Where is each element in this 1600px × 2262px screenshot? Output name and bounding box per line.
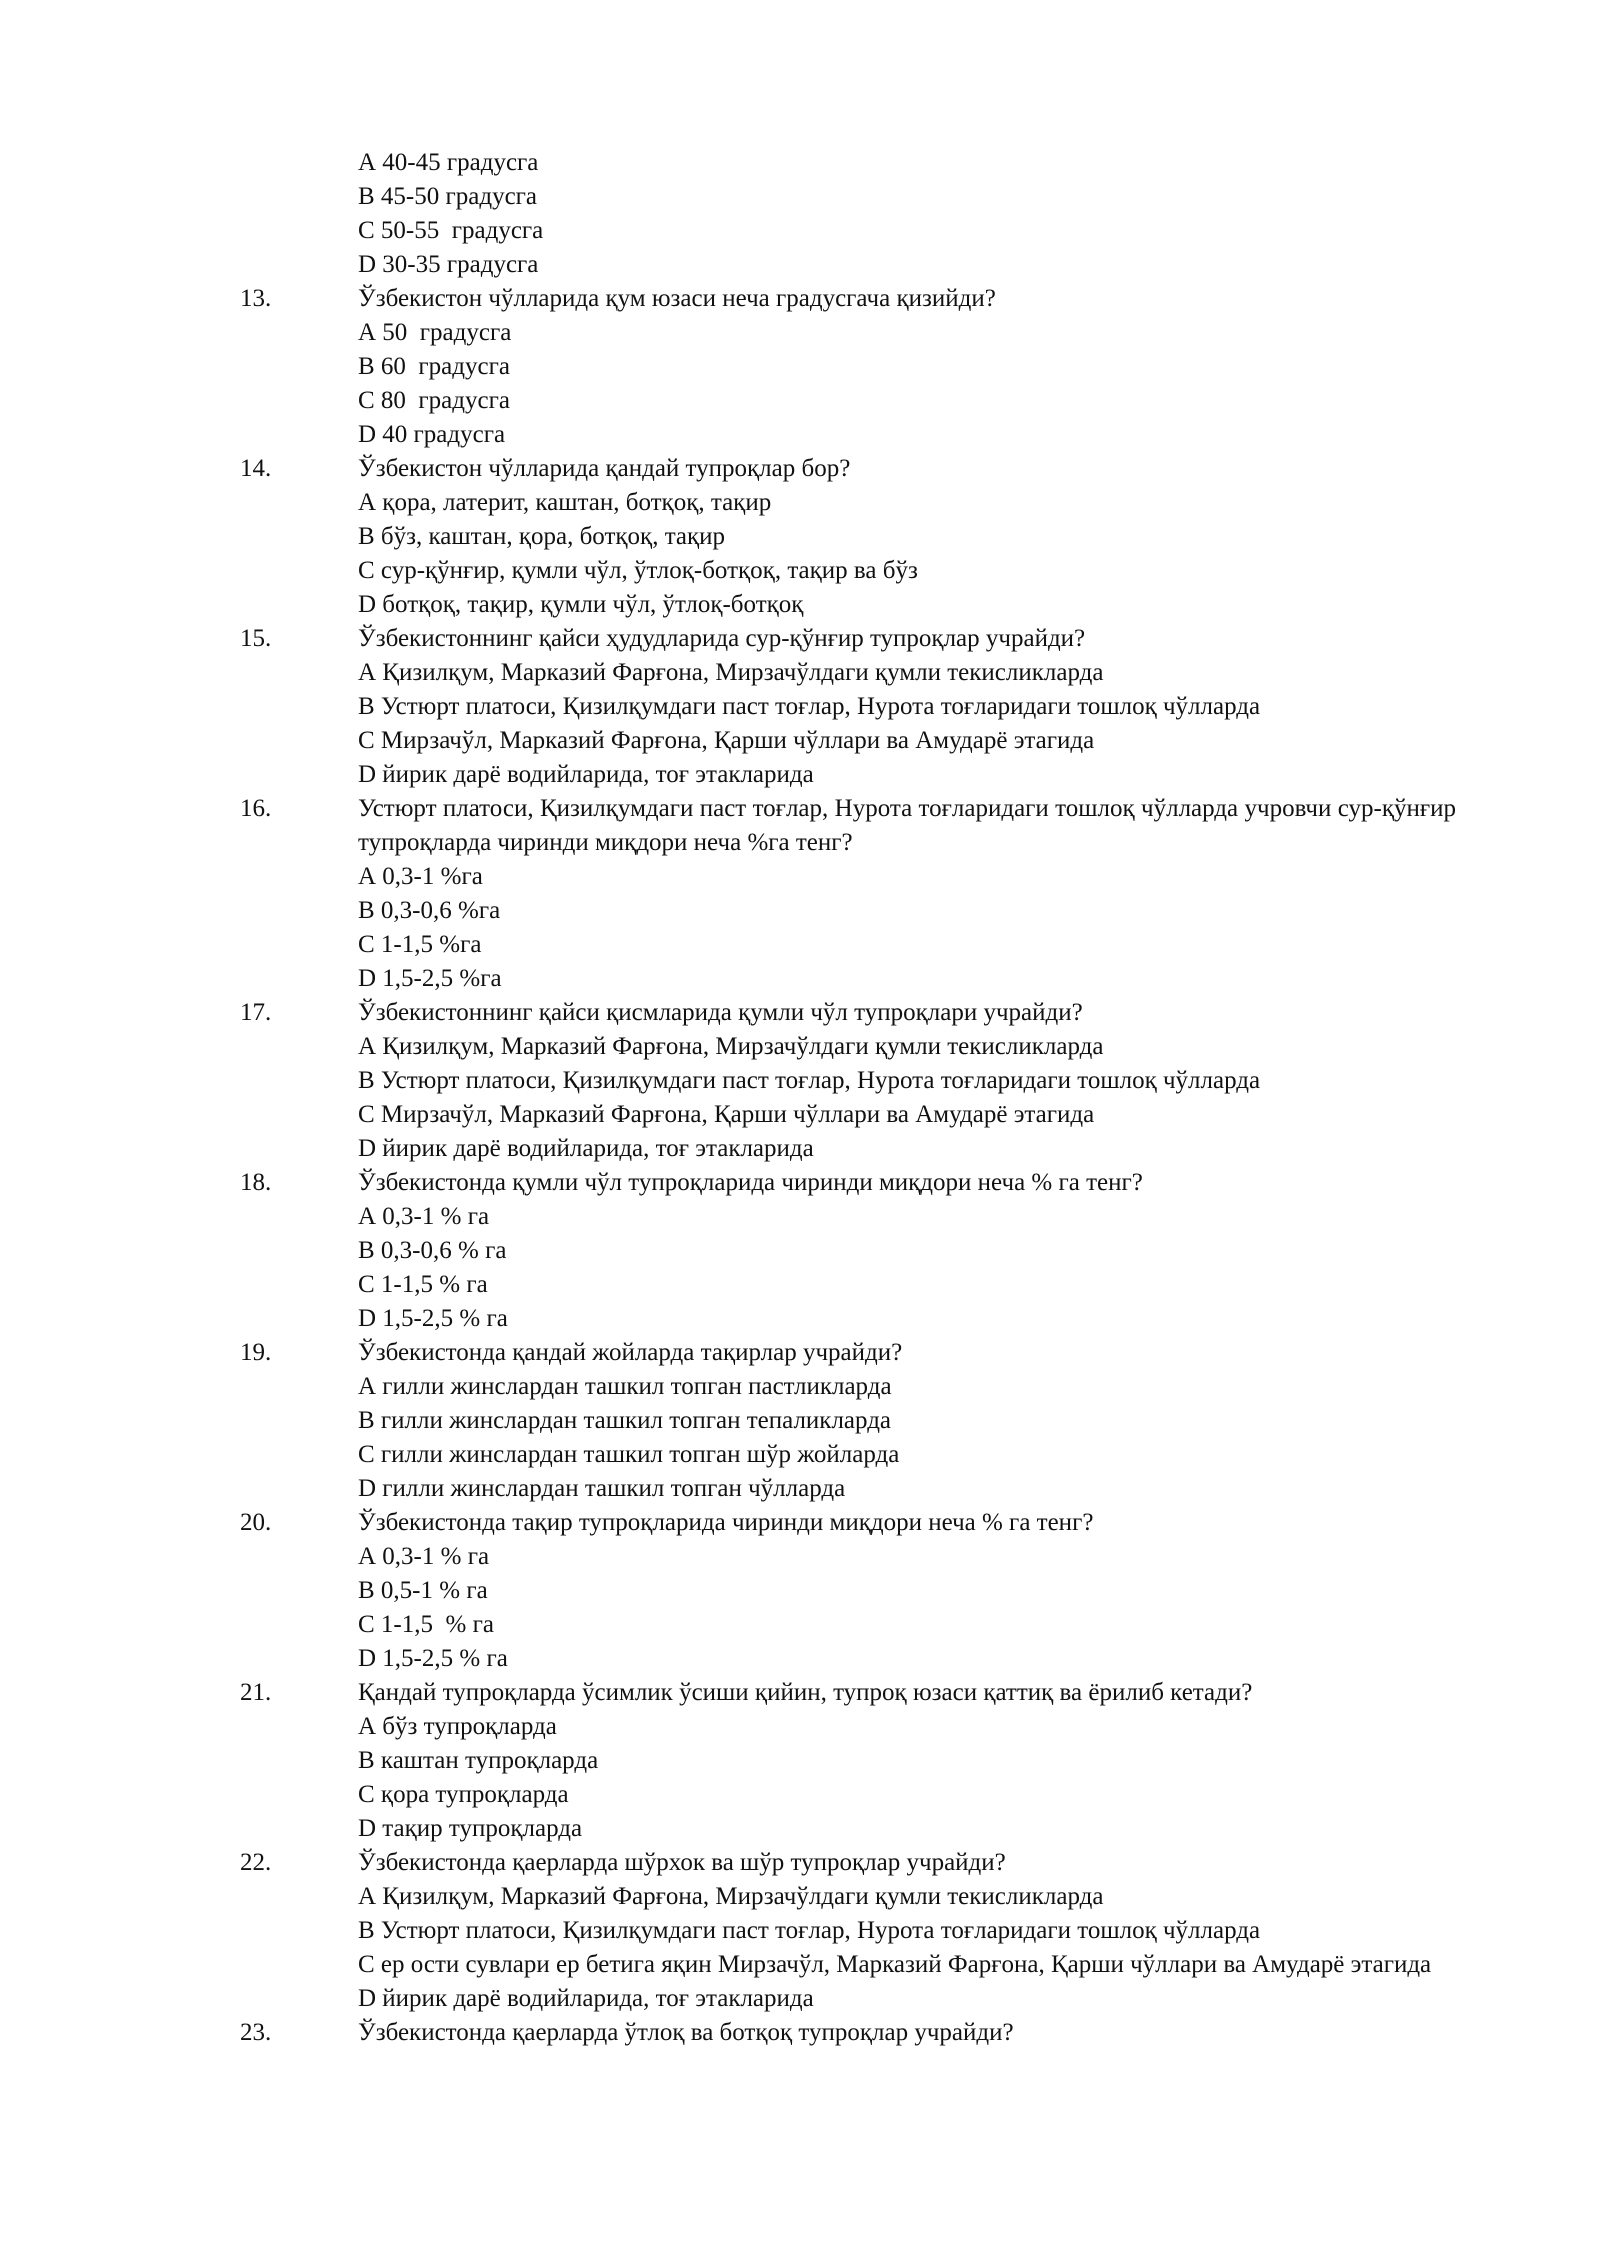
answer-option: C гилли жинслардан ташкил топган шўр жойларда [358,1441,900,1468]
question-text: Ўзбекистон чўлларида қум юзаси неча градусгача қизийди? [358,285,996,312]
question-text: Ўзбекистон чўлларида қандай тупроқлар бор? [358,455,851,482]
answer-option: C 1-1,5 % га [358,1611,494,1638]
question-item [240,1506,1456,1540]
question-list [240,146,1456,2050]
question-item [240,1676,1456,1710]
question-number: 21. [240,1679,272,1706]
answer-option: B Устюрт платоси, Қизилқумдаги паст тоғлар, Нурота тоғларидаги тошлоқ чўлларда [358,1067,1261,1094]
answer-option: А бўз тупроқларда [358,1713,557,1740]
question-text: Устюрт платоси, Қизилқумдаги паст тоғлар, Нурота тоғларидаги тошлоқ чўлларда учровчи сур-қўнғир тупроқларда чиринди миқдори неча %га тенг? [358,795,1456,856]
answer-option: А 0,3-1 % га [358,1543,490,1570]
answer-option: B гилли жинслардан ташкил топган тепаликларда [358,1407,892,1434]
answer-option: D ботқоқ, тақир, қумли чўл, ўтлоқ-ботқоқ [358,591,804,618]
question-text: Ўзбекистонда тақир тупроқларида чиринди миқдори неча % га тенг? [358,1509,1094,1536]
answer-option: А Қизилқум, Марказий Фарғона, Мирзачўлдаги қумли текисликларда [358,1033,1104,1060]
answer-option: C 1-1,5 % га [358,1271,488,1298]
question-text: Ўзбекистонда қандай жойларда тақирлар учрайди? [358,1339,903,1366]
question-item [240,452,1456,486]
question-number: 18. [240,1169,272,1196]
answer-option: B Устюрт платоси, Қизилқумдаги паст тоғлар, Нурота тоғларидаги тошлоқ чўлларда [358,693,1261,720]
question-text: Ўзбекистонда қаерларда шўрхок ва шўр тупроқлар учрайди? [358,1849,1006,1876]
answer-option: D 1,5-2,5 % га [358,1645,508,1672]
question-item [240,1846,1456,1880]
answer-option: C ер ости сувлари ер бетига яқин Мирзачўл, Марказий Фарғона, Қарши чўллари ва Амударё этагида [358,1951,1432,1978]
answer-option: D 1,5-2,5 %га [358,965,502,992]
question-item [240,996,1456,1030]
answer-option: А 50 градусга [358,319,512,346]
question-text: Ўзбекистоннинг қайси ҳудудларида сур-қўнғир тупроқлар учрайди? [358,625,1086,652]
question-item [240,622,1456,656]
answer-option: B 0,5-1 % га [358,1577,488,1604]
question-number: 22. [240,1849,272,1876]
answer-option: C 1-1,5 %га [358,931,482,958]
answer-option: B 45-50 градусга [358,183,538,210]
answer-option: А қора, латерит, каштан, ботқоқ, тақир [358,489,772,516]
answer-option: B 0,3-0,6 %га [358,897,501,924]
answer-option: C Мирзачўл, Марказий Фарғона, Қарши чўллари ва Амударё этагида [358,1101,1095,1128]
answer-option: B бўз, каштан, қора, ботқоқ, тақир [358,523,726,550]
answer-option: C 80 градусга [358,387,510,414]
answer-option: D гилли жинслардан ташкил топган чўлларда [358,1475,846,1502]
answer-option: D тақир тупроқларда [358,1815,583,1842]
answer-option: А 0,3-1 %га [358,863,483,890]
answer-option: C 50-55 градусга [358,217,544,244]
question-number: 17. [240,999,272,1026]
answer-option: C Мирзачўл, Марказий Фарғона, Қарши чўллари ва Амударё этагида [358,727,1095,754]
question-text: Ўзбекистоннинг қайси қисмларида қумли чўл тупроқлари учрайди? [358,999,1083,1026]
answer-option: D йирик дарё водийларида, тоғ этакларида [358,1985,814,2012]
answer-option: D 1,5-2,5 % га [358,1305,508,1332]
answer-option: А Қизилқум, Марказий Фарғона, Мирзачўлдаги қумли текисликларда [358,1883,1104,1910]
answer-option: А 40-45 градусга [358,149,539,176]
answer-option: C сур-қўнғир, қумли чўл, ўтлоқ-ботқоқ, тақир ва бўз [358,557,918,584]
answer-option: D йирик дарё водийларида, тоғ этакларида [358,761,814,788]
question-item [240,792,1456,860]
answer-option: B Устюрт платоси, Қизилқумдаги паст тоғлар, Нурота тоғларидаги тошлоқ чўлларда [358,1917,1261,1944]
question-text: Қандай тупроқларда ўсимлик ўсиши қийин, тупроқ юзаси қаттиқ ва ёрилиб кетади? [358,1679,1253,1706]
question-number: 23. [240,2019,272,2046]
answer-option: D йирик дарё водийларида, тоғ этакларида [358,1135,814,1162]
question-item [240,2016,1456,2050]
question-number: 16. [240,795,272,822]
question-number: 20. [240,1509,272,1536]
question-number: 19. [240,1339,272,1366]
answer-option: B 0,3-0,6 % га [358,1237,507,1264]
answer-option: D 30-35 градусга [358,251,539,278]
answer-option: А гилли жинслардан ташкил топган пастликларда [358,1373,892,1400]
question-number: 13. [240,285,272,312]
answer-option: B каштан тупроқларда [358,1747,599,1774]
answer-option: А 0,3-1 % га [358,1203,490,1230]
question-item [240,1166,1456,1200]
answer-option: C қора тупроқларда [358,1781,569,1808]
question-item [240,1336,1456,1370]
question-item [240,282,1456,316]
question-number: 14. [240,455,272,482]
question-number: 15. [240,625,272,652]
answer-option: А Қизилқум, Марказий Фарғона, Мирзачўлдаги қумли текисликларда [358,659,1104,686]
answer-option: B 60 градусга [358,353,510,380]
answer-option: D 40 градусга [358,421,506,448]
question-text: Ўзбекистонда қумли чўл тупроқларида чиринди миқдори неча % га тенг? [358,1169,1143,1196]
question-text: Ўзбекистонда қаерларда ўтлоқ ва ботқоқ тупроқлар учрайди? [358,2019,1014,2046]
